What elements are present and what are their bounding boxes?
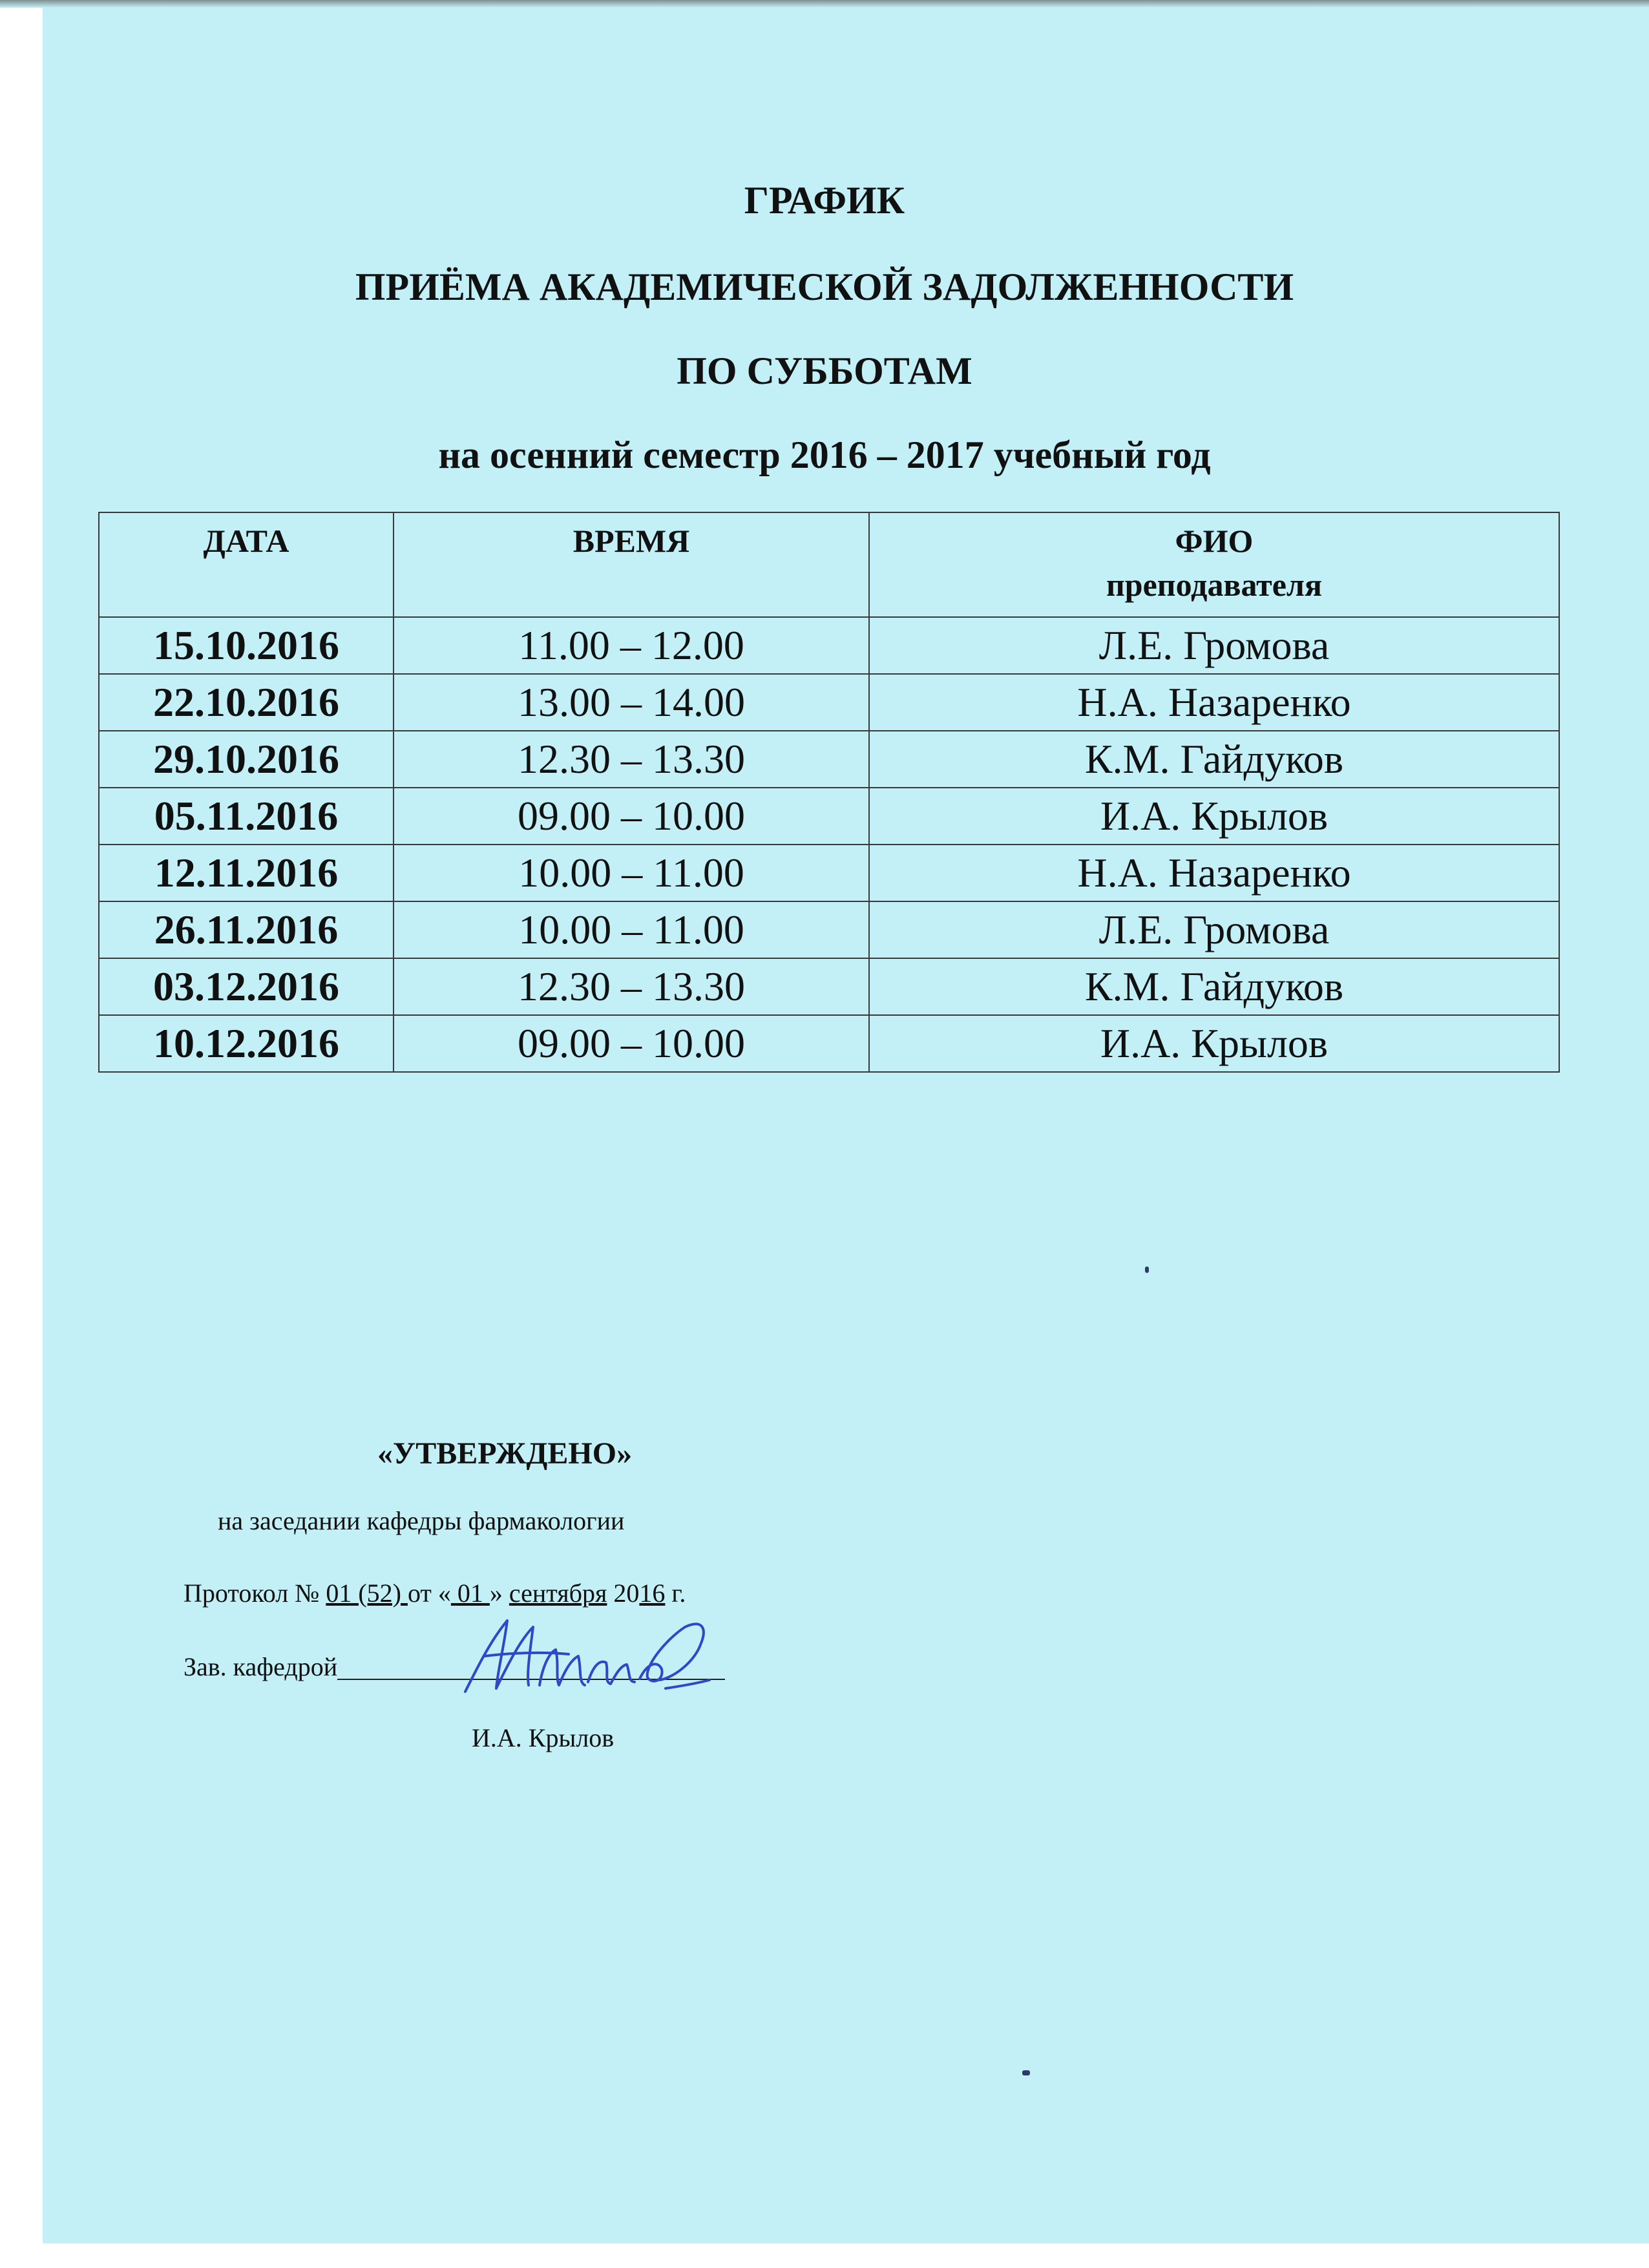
protocol-day: 01 [450, 1579, 490, 1608]
document-subtitle-saturdays: ПО СУББОТАМ [677, 350, 972, 392]
teacher-cell: Л.Е. Громова [869, 901, 1559, 958]
teacher-cell: К.М. Гайдуков [869, 958, 1559, 1015]
table-header-row [99, 512, 1559, 617]
column-header-teacher [869, 512, 1559, 617]
teacher-cell: Л.Е. Громова [869, 617, 1559, 674]
teacher-cell: И.А. Крылов [869, 788, 1559, 845]
paper-sheet [43, 8, 1649, 2243]
protocol-from: от « [407, 1579, 451, 1608]
semester-line: на осенний семестр 2016 – 2017 учебный год [438, 434, 1211, 476]
protocol-year-prefix: 20 [607, 1579, 640, 1608]
column-header-date: ДАТА [99, 512, 394, 617]
date-cell: 26.11.2016 [99, 901, 394, 958]
document-title: ГРАФИК [744, 179, 905, 222]
protocol-close-quote: » [489, 1579, 509, 1608]
teacher-cell: К.М. Гайдуков [869, 731, 1559, 788]
scan-speck [1022, 2070, 1030, 2075]
date-cell: 29.10.2016 [99, 731, 394, 788]
table-row [99, 731, 1559, 788]
protocol-number: 01 (52) [326, 1579, 408, 1608]
time-cell: 09.00 – 10.00 [394, 788, 869, 845]
date-cell: 10.12.2016 [99, 1015, 394, 1072]
schedule-table [98, 512, 1560, 1073]
document-subtitle: ПРИЁМА АКАДЕМИЧЕСКОЙ ЗАДОЛЖЕННОСТИ [355, 266, 1294, 308]
approval-meeting-line: на заседании кафедры фармакологии [218, 1506, 625, 1535]
table-row [99, 617, 1559, 674]
head-label: Зав. кафедрой [184, 1652, 338, 1681]
teacher-cell: И.А. Крылов [869, 1015, 1559, 1072]
time-cell: 09.00 – 10.00 [394, 1015, 869, 1072]
date-cell: 05.11.2016 [99, 788, 394, 845]
time-cell: 10.00 – 11.00 [394, 901, 869, 958]
protocol-prefix: Протокол № [184, 1579, 326, 1608]
teacher-cell: Н.А. Назаренко [869, 674, 1559, 731]
approval-title: «УТВЕРЖДЕНО» [377, 1436, 633, 1471]
scan-top-edge [0, 0, 1649, 8]
protocol-year-suffix: 16 [639, 1579, 666, 1608]
date-cell: 03.12.2016 [99, 958, 394, 1015]
date-cell: 22.10.2016 [99, 674, 394, 731]
column-header-teacher-line2: преподавателя [1106, 566, 1323, 603]
date-cell: 15.10.2016 [99, 617, 394, 674]
teacher-cell: Н.А. Назаренко [869, 845, 1559, 901]
time-cell: 11.00 – 12.00 [394, 617, 869, 674]
table-row [99, 788, 1559, 845]
table-row [99, 958, 1559, 1015]
protocol-month: сентября [509, 1579, 607, 1608]
table-row [99, 674, 1559, 731]
time-cell: 12.30 – 13.30 [394, 731, 869, 788]
scan-speck [1145, 1266, 1149, 1273]
table-row [99, 901, 1559, 958]
time-cell: 12.30 – 13.30 [394, 958, 869, 1015]
column-header-teacher-line1: ФИО [1175, 523, 1254, 559]
table-row [99, 845, 1559, 901]
column-header-time: ВРЕМЯ [394, 512, 869, 617]
handwritten-signature [446, 1601, 717, 1705]
table-row [99, 1015, 1559, 1072]
time-cell: 13.00 – 14.00 [394, 674, 869, 731]
time-cell: 10.00 – 11.00 [394, 845, 869, 901]
protocol-end: г. [665, 1579, 686, 1608]
date-cell: 12.11.2016 [99, 845, 394, 901]
signer-name: И.А. Крылов [472, 1723, 614, 1752]
